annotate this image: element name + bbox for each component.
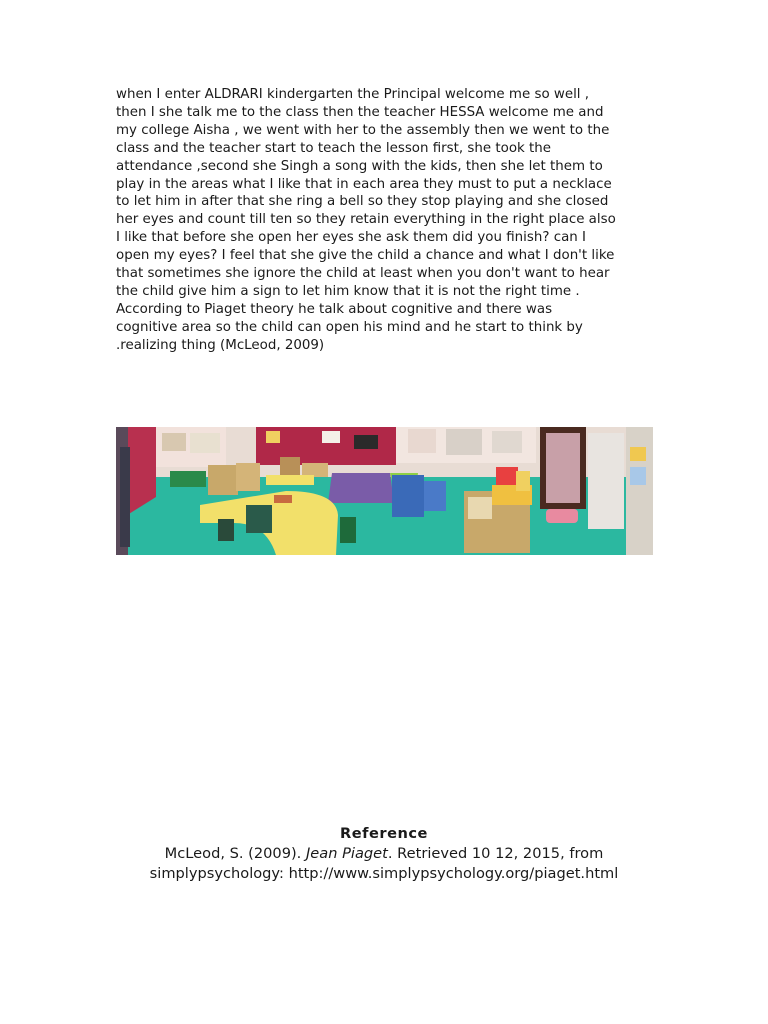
citation-title: Jean Piaget [305,845,388,862]
citation-retrieved: . Retrieved 10 12, 2015, from [387,845,604,862]
paragraph-line: .realizing thing (McLeod, 2009) [116,337,325,353]
reference-citation-line-2: simplypsychology: http://www.simplypsychology.org/piaget.html [149,865,619,882]
paragraph-line: my college Aisha , we went with her to the assembly then we went to the [116,122,610,138]
paragraph-line: when I enter ALDRARI kindergarten the Principal welcome me so well , [116,87,590,102]
paragraph-line: the child give him a sign to let him know that it is not the right time . [116,283,580,299]
body-paragraph [116,86,656,355]
citation-author-year: McLeod, S. (2009). [164,845,306,862]
reference-section [0,824,768,884]
paragraph-line: her eyes and count till ten so they retain everything in the right place also [116,212,616,228]
reference-heading: Reference [340,825,428,842]
paragraph-line: According to Piaget theory he talk about cognitive and there was [116,301,553,317]
paragraph-line: that sometimes she ignore the child at least when you don't want to hear [116,266,610,282]
paragraph-line: to let him in after that she ring a bell so they stop playing and she closed [116,194,609,210]
classroom-panorama-photo [116,427,653,555]
paragraph-line: then I she talk me to the class then the teacher HESSA welcome me and [116,104,604,120]
paragraph-line: I like that before she open her eyes she ask them did you finish? can I [116,230,586,246]
reference-citation-line-1 [0,844,768,864]
paragraph-line: attendance ,second she Singh a song with the kids, then she let them to [116,158,603,174]
paragraph-line: play in the areas what I like that in each area they must to put a necklace [116,176,612,192]
paragraph-line: open my eyes? I feel that she give the child a chance and what I don't like [116,248,615,264]
paragraph-line: class and the teacher start to teach the lesson first, she took the [116,140,552,156]
paragraph-line: cognitive area so the child can open his mind and he start to think by [116,319,583,335]
